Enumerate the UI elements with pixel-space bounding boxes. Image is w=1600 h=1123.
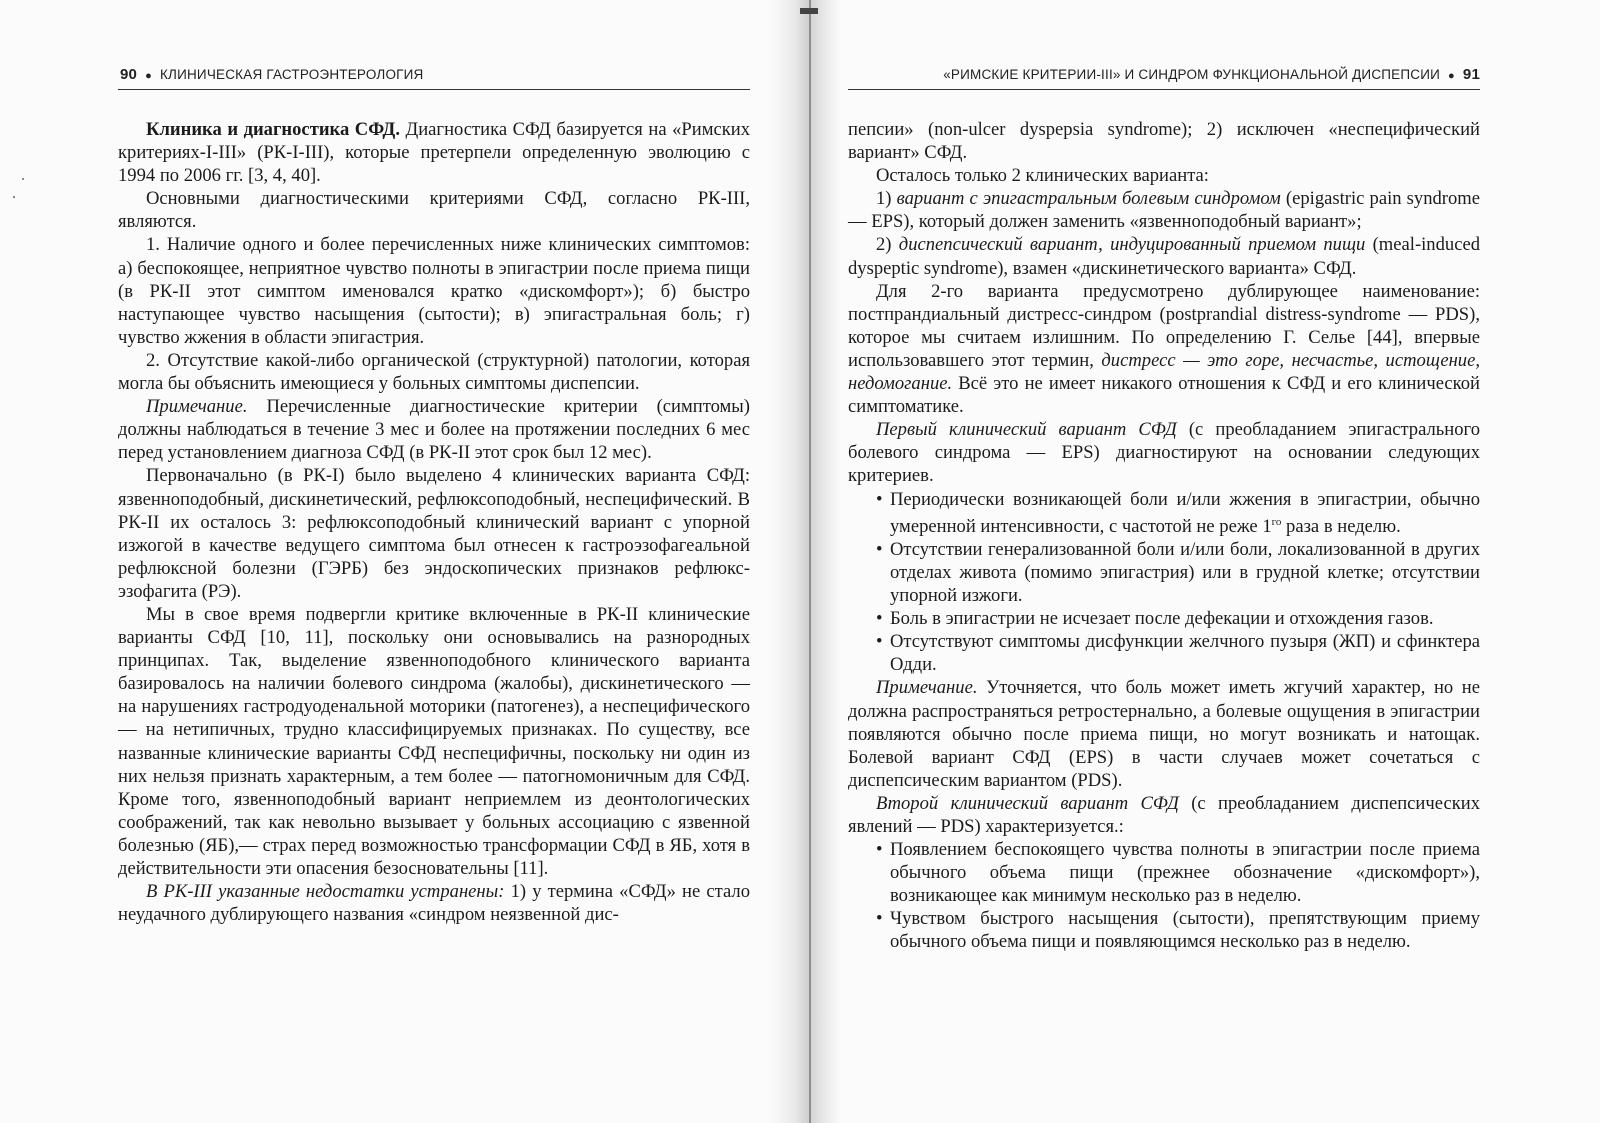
italic-lead: диспепсический вариант, индуцированный приемом пищи — [898, 234, 1366, 256]
paragraph — [848, 187, 1480, 233]
paragraph-text: Всё это не имеет никакого отношения к СФД и его клинической симптоматике. — [848, 373, 1480, 418]
list-item: • Отсутствии генерализованной боли и/или боли, локализованной в других отделах живота (помимо эпигастрия) или в грудной клетке; отсутствии упорной изжоги. — [848, 538, 1480, 607]
list-item — [848, 488, 1480, 538]
header-rule — [848, 89, 1480, 90]
paragraph — [848, 280, 1480, 419]
paragraph-text: 1) у термина «СФД» не стало неудачного дублирующего названия «синдром неязвенной дис- — [118, 881, 750, 926]
running-head — [943, 66, 1480, 83]
paragraph: 2. Отсутствие какой-либо органической (структурной) патологии, которая могла бы объяснить имеющиеся у больных симптомы диспепсии. — [118, 349, 750, 395]
running-head-title: «РИМСКИЕ КРИТЕРИИ-III» И СИНДРОМ ФУНКЦИОНАЛЬНОЙ ДИСПЕПСИИ — [943, 67, 1441, 82]
text-column — [848, 118, 1480, 954]
list-item: • Появлением беспокоящего чувства полноты в эпигастрии после приема обычного объема пищи (прежнее обозначение «дискомфорт»), возникающее как минимум несколько раз в неделю. — [848, 838, 1480, 907]
list-item: • Боль в эпигастрии не исчезает после дефекации и отхождения газов. — [848, 607, 1480, 630]
list-item: • Отсутствуют симптомы дисфункции желчного пузыря (ЖП) и сфинктера Одди. — [848, 630, 1480, 676]
note-label: Примечание. — [146, 396, 248, 418]
paragraph-text: Для 2-го варианта предусмотрено дублирующее наименование: постпрандиальный дистресс-синдром (postprandial distress-syndrome — PDS), которое мы считаем излишним. По определению Г. Селье [44], впервые использовавшего этот термин, — [848, 280, 1480, 371]
paragraph: пепсии» (non-ulcer dyspepsia syndrome); 2) исключен «неспецифический вариант» СФД. — [848, 119, 1480, 164]
paragraph-text: (meal-induced dyspeptic syndrome), взамен «дискинетического варианта» СФД. — [848, 234, 1480, 279]
bullet-list — [848, 488, 1480, 677]
paragraph-text: Диагностика СФД базируется на «Римских критериях-I-III» (РК-I-III), которые претерпели определенную эволюцию с 1994 по 2006 гг. [3, 4, 40]. — [118, 119, 751, 187]
italic-lead: Первый клинический вариант СФД — [876, 419, 1177, 441]
paragraph-text: (epigastric pain syndrome — EPS), который должен заменить «язвенноподобный вариант»; — [848, 188, 1481, 233]
italic-lead: Второй клинический вариант СФД — [876, 792, 1179, 814]
list-item-text: раза в неделю. — [1281, 515, 1401, 537]
paragraph — [848, 676, 1480, 791]
paragraph — [118, 395, 750, 464]
paragraph: 1. Наличие одного и более перечисленных ниже клинических симптомов: а) беспокоящее, неприятное чувство полноты в эпигастрии после приема пищи (в РК-II этот симптом именовался кратко «дискомфорт»); б) быстро наступающее чувство насыщения (сытости); в) эпигастральная боль; г) чувство жжения в области эпигастрия. — [118, 234, 750, 348]
paragraph-text: Перечисленные диагностические критерии (симптомы) должны наблюдаться в течение 3 мес и более на протяжении последних 6 мес перед установлением диагноза СФД (в РК-II этот срок был 12 мес). — [118, 396, 750, 464]
header-rule — [118, 89, 750, 90]
paragraph — [848, 233, 1480, 279]
note-label: Примечание. — [876, 677, 978, 699]
italic-lead: В РК-III указанные недостатки устранены: — [146, 881, 505, 903]
page-number: 90 — [120, 66, 138, 83]
paragraph — [118, 880, 750, 926]
list-item: • Чувством быстрого насыщения (сытости), препятствующим приему обычного объема пищи и появляющимся несколько раз в неделю. — [848, 907, 1480, 953]
italic-quote: дистресс — это горе, несчастье, истощение, недомогание. — [848, 349, 1481, 395]
section-heading: Клиника и диагностика СФД. — [146, 119, 401, 140]
paragraph — [118, 118, 750, 187]
paragraph-text: (с преобладанием эпигастрального болевого синдрома — EPS) диагностируют на основании следующих критериев. — [848, 419, 1480, 487]
bullet-list — [848, 838, 1480, 953]
paragraph — [848, 792, 1480, 838]
paragraph-text: Уточняется, что боль может иметь жгучий характер, но не должна распространяться ретростернально, а болевые ощущения в эпигастрии появляются обычно после приема пищи, но могут возникать и натощак. Болевой вариант СФД (EPS) в части случаев может сочетаться с диспепсическим вариантом (PDS). — [848, 677, 1480, 791]
paragraph: Первоначально (в РК-I) было выделено 4 клинических варианта СФД: язвенноподобный, дискинетический, рефлюксоподобный, неспецифический. В РК-II их осталось 3: рефлюксоподобный клинический вариант с упорной изжогой в качестве ведущего симптома был отнесен к гастроэзофагеальной рефлюксной болезни (ГЭРБ) без эндоскопических признаков рефлюкс-эзофагита (РЭ). — [118, 465, 750, 602]
list-item-text: Периодически возникающей боли и/или жжения в эпигастрии, обычно умеренной интенсивности, с частотой не реже 1 — [890, 488, 1480, 537]
paragraph: Осталось только 2 клинических варианта: — [876, 165, 1209, 187]
text-column — [118, 118, 750, 926]
paragraph-text: (с преобладанием диспепсических явлений — PDS) характеризуется.: — [848, 792, 1480, 837]
list-number: 1) — [876, 188, 897, 210]
paragraph: Мы в свое время подвергли критике включенные в РК-II клинические варианты СФД [10, 11], поскольку они основывались на разнородных принципах. Так, выделение язвенноподобного клинического варианта базировалось на наличии болевого синдрома (жалобы), дискинетического — на нарушениях гастродуоденальной моторики (патогенез), а неспецифического — на нетипичных, трудно классифицируемых признаках. По существу, все названные клинические варианты СФД неспецифичны, поскольку ни один из них нельзя признать характерным, а тем более — патогномоничным для СФД. Кроме того, язвенноподобный вариант неприемлем из деонтологических соображений, так как невольно вызывает у больных ассоциацию с язвенной болезнью (ЯБ),— страх перед возможностью трансформации СФД в ЯБ, хотя в действительности эти опасения безосновательны [11]. — [118, 603, 750, 879]
page-number: 91 — [1462, 66, 1480, 83]
header-bullet: ● — [145, 70, 152, 82]
paragraph: Основными диагностическими критериями СФД, согласно РК-III, являются. — [118, 188, 750, 233]
superscript: го — [1271, 515, 1282, 528]
header-bullet: ● — [1448, 70, 1455, 82]
italic-lead: вариант с эпигастральным болевым синдромом — [896, 188, 1281, 210]
right-page — [810, 0, 1600, 1123]
paragraph — [848, 418, 1480, 487]
running-head — [120, 66, 424, 83]
running-head-title: КЛИНИЧЕСКАЯ ГАСТРОЭНТЕРОЛОГИЯ — [159, 67, 424, 82]
list-number: 2) — [876, 234, 899, 256]
